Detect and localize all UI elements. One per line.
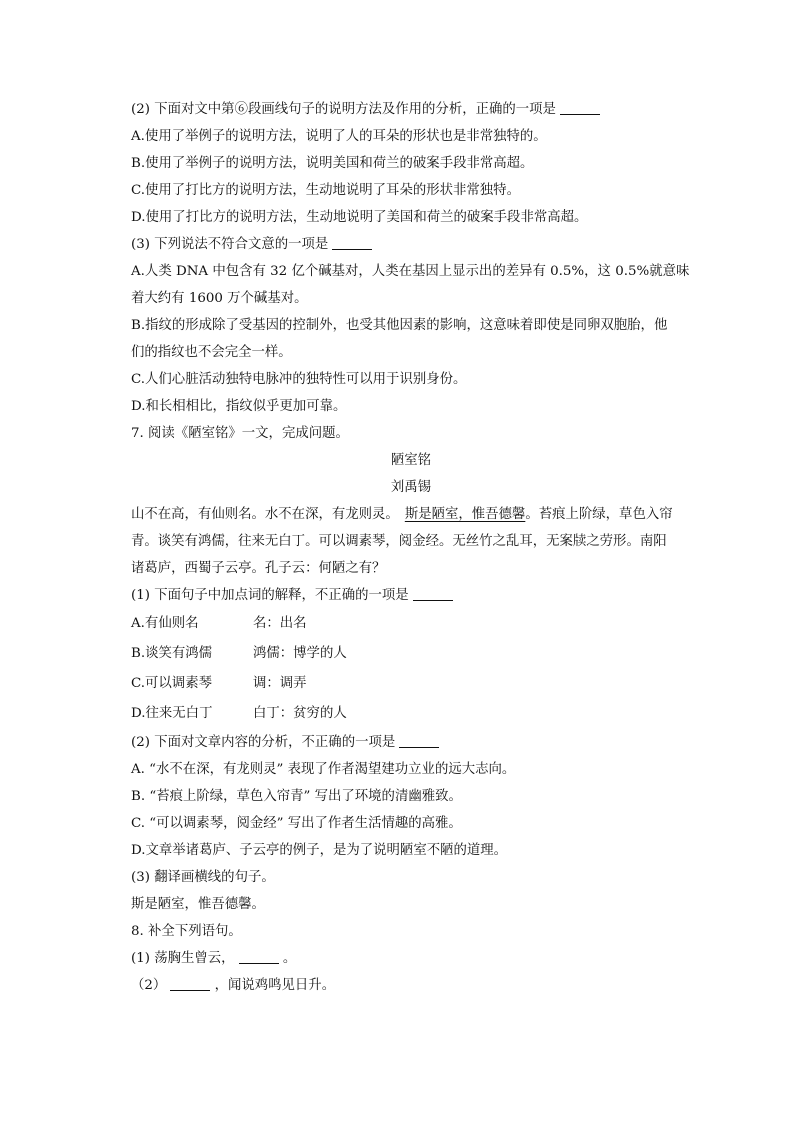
q6-2-option-c: C.使用了打比方的说明方法，生动地说明了耳朵的形状非常独特。 bbox=[131, 183, 520, 198]
document-page bbox=[131, 96, 691, 999]
q7-intro: 7. 阅读《陋室铭》一文，完成问题。 bbox=[131, 426, 349, 441]
q6-3-option-b-line1: B.指纹的形成除了受基因的控制外，也受其他因素的影响，这意味着即使是同卵双胞胎，他 bbox=[131, 318, 668, 333]
q6-3-option-b-line2: 们的指纹也不会完全一样。 bbox=[131, 345, 292, 360]
passage-line-1: 山不在高，有仙则名。水不在深，有龙则灵。 斯是陋室，惟吾德馨。苔痕上阶绿，草色入帘 bbox=[131, 507, 673, 522]
q7-2-option-c: C. “可以调素琴，阅金经” 写出了作者生活情趣的高雅。 bbox=[131, 816, 462, 831]
q7-3-sentence: 斯是陋室，惟吾德馨。 bbox=[131, 897, 265, 912]
q7-1-stem: (1) 下面句子中加点词的解释，不正确的一项是 bbox=[131, 582, 691, 609]
q8-1: (1) 荡胸生曾云， 。 bbox=[131, 951, 297, 966]
q7-1-option-c: C.可以调素琴 调：调弄 bbox=[131, 676, 307, 691]
q6-2-option-b: B.使用了举例子的说明方法，说明美国和荷兰的破案手段非常高超。 bbox=[131, 156, 534, 171]
q7-1-option-b: B.谈笑有鸿儒 鸿儒：博学的人 bbox=[131, 646, 347, 661]
passage-line-3: 诸葛庐，西蜀子云亭。孔子云：何陋之有？ bbox=[131, 561, 386, 576]
q7-1-option-d: D.往来无白丁 白丁：贫穷的人 bbox=[131, 706, 347, 721]
q7-2-option-a: A. “水不在深，有龙则灵” 表现了作者渴望建功立业的远大志向。 bbox=[131, 762, 516, 777]
q6-3-option-a-line1: A.人类 DNA 中包含有 32 亿个碱基对，人类在基因上显示出的差异有 0.5%，这 0.5%就意味 bbox=[131, 264, 690, 279]
q6-2-option-a: A.使用了举例子的说明方法，说明了人的耳朵的形状也是非常独特的。 bbox=[131, 129, 547, 144]
answer-blank[interactable] bbox=[170, 976, 210, 991]
answer-blank[interactable] bbox=[332, 235, 372, 250]
passage-author: 刘禹锡 bbox=[390, 480, 432, 495]
q7-2-option-b: B. “苔痕上阶绿，草色入帘青” 写出了环境的清幽雅致。 bbox=[131, 789, 462, 804]
q7-2-stem: (2) 下面对文章内容的分析，不正确的一项是 bbox=[131, 729, 691, 756]
answer-blank[interactable] bbox=[239, 949, 279, 964]
answer-blank[interactable] bbox=[399, 733, 439, 748]
q7-2-option-d: D.文章举诸葛庐、子云亭的例子，是为了说明陋室不陋的道理。 bbox=[131, 843, 508, 858]
q8-intro: 8. 补全下列语句。 bbox=[131, 924, 242, 939]
q7-3-stem: (3) 翻译画横线的句子。 bbox=[131, 870, 275, 885]
answer-blank[interactable] bbox=[560, 100, 600, 115]
q6-3-stem: (3) 下列说法不符合文意的一项是 bbox=[131, 231, 691, 258]
q6-2-stem: (2) 下面对文中第⑥段画线句子的说明方法及作用的分析，正确的一项是 bbox=[131, 96, 691, 123]
answer-blank[interactable] bbox=[413, 586, 453, 601]
q6-3-option-a-line2: 着大约有 1600 万个碱基对。 bbox=[131, 291, 308, 306]
underlined-sentence: 斯是陋室，惟吾德馨 bbox=[404, 507, 526, 522]
q7-1-option-a: A.有仙则名 名：出名 bbox=[131, 616, 307, 631]
passage-title: 陋室铭 bbox=[390, 453, 432, 468]
q8-2: （2） ，闻说鸡鸣见日升。 bbox=[131, 978, 336, 993]
q6-2-option-d: D.使用了打比方的说明方法，生动地说明了美国和荷兰的破案手段非常高超。 bbox=[131, 210, 588, 225]
q6-3-option-d: D.和长相相比，指纹似乎更加可靠。 bbox=[131, 399, 347, 414]
q6-3-option-c: C.人们心脏活动独特电脉冲的独特性可以用于识别身份。 bbox=[131, 372, 467, 387]
passage-line-2: 青。谈笑有鸿儒，往来无白丁。可以调素琴，阅金经。无丝竹之乱耳，无案牍之劳形。南阳 bbox=[131, 534, 667, 549]
